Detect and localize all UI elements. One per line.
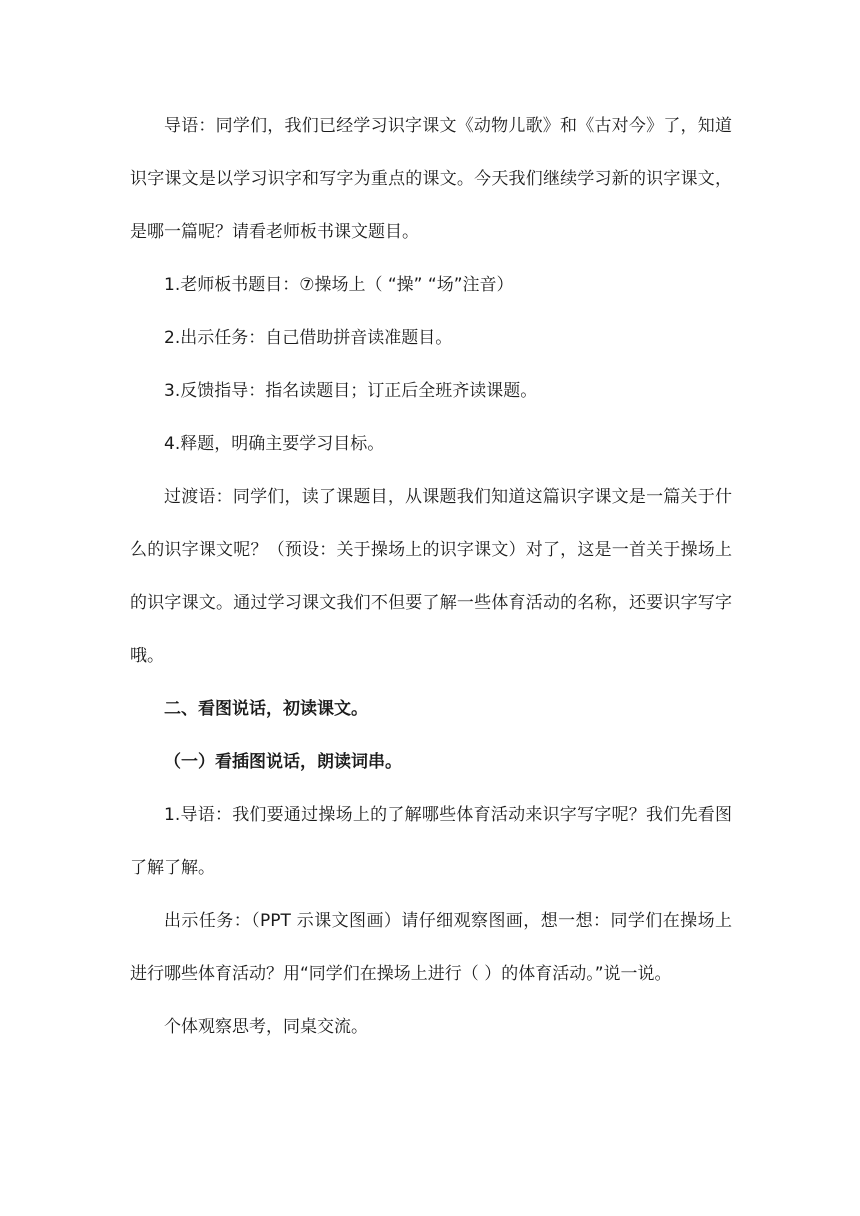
subsection-1-heading: （一）看插图说话，朗读词串。 <box>164 752 402 772</box>
step-3-paragraph: 3.反馈指导：指名读题目；订正后全班齐读课题。 <box>164 381 538 401</box>
task-paragraph: 出示任务：（PPT 示课文图画）请仔细观察图画，想一想：同学们在操场上进行哪些体育活动？用“同学们在操场上进行（ ）的体育活动。”说一说。 <box>130 911 732 984</box>
section-2-heading: 二、看图说话，初读课文。 <box>164 699 368 719</box>
step-2-paragraph: 2.出示任务：自己借助拼音读准题目。 <box>164 328 453 348</box>
document-page <box>130 100 732 1054</box>
intro-paragraph: 导语：同学们，我们已经学习识字课文《动物儿歌》和《古对今》了，知道识字课文是以学习识字和写字为重点的课文。今天我们继续学习新的识字课文，是哪一篇呢？请看老师板书课文题目。 <box>130 116 732 242</box>
observe-paragraph: 个体观察思考，同桌交流。 <box>164 1017 368 1037</box>
step-4-paragraph: 4.释题，明确主要学习目标。 <box>164 434 385 454</box>
sub-step-1-paragraph: 1.导语：我们要通过操场上的了解哪些体育活动来识字写字呢？我们先看图了解了解。 <box>130 805 732 878</box>
transition-paragraph: 过渡语：同学们，读了课题目，从课题我们知道这篇识字课文是一篇关于什么的识字课文呢？（预设：关于操场上的识字课文）对了，这是一首关于操场上的识字课文。通过学习课文我们不但要了解一些体育活动的名称，还要识字写字哦。 <box>130 487 732 666</box>
step-1-paragraph: 1.老师板书题目：⑦操场上（ “操” “场”注音） <box>164 275 514 295</box>
